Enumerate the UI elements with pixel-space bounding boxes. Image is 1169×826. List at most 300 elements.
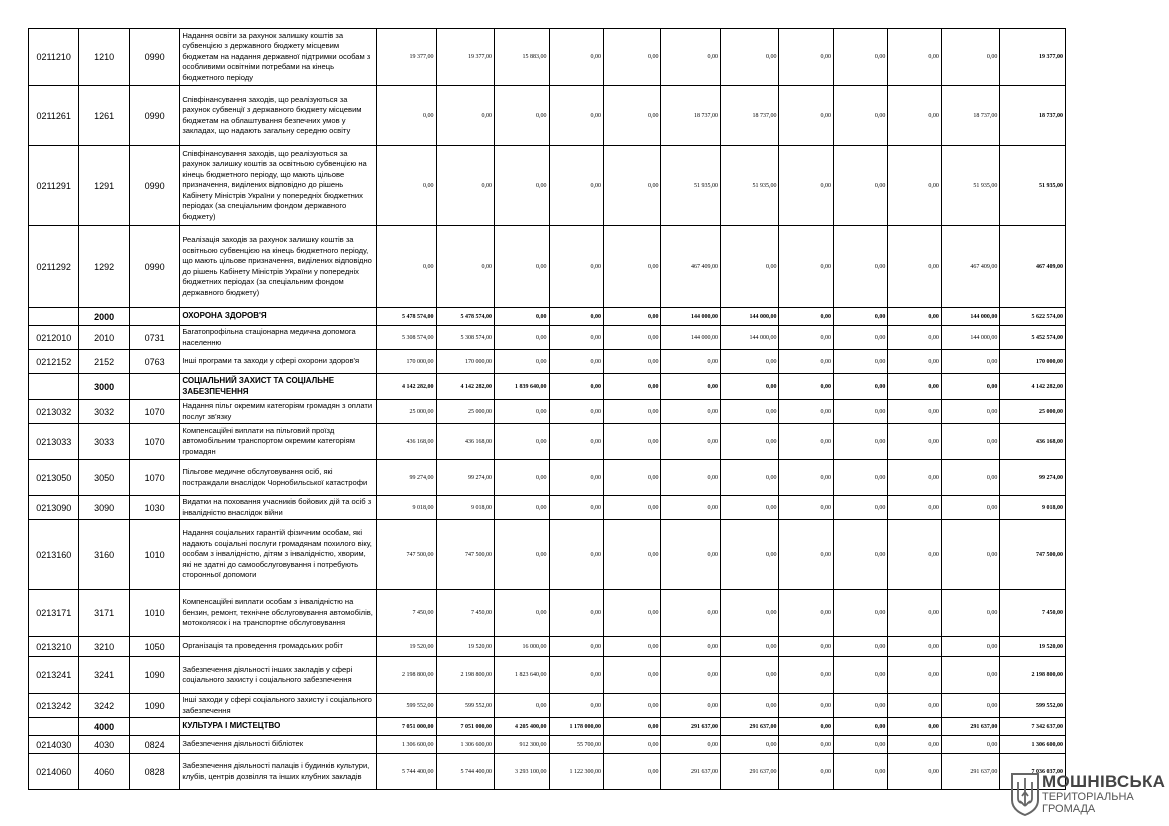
amount-cell: 0,00 (661, 694, 721, 718)
amount-cell: 0,00 (941, 520, 1000, 590)
amount-cell: 0,00 (779, 590, 833, 637)
table-row (29, 736, 1066, 754)
amount-cell: 170 000,00 (436, 350, 495, 374)
amount-cell: 0,00 (779, 308, 833, 326)
amount-cell: 0,00 (779, 736, 833, 754)
amount-cell: 18 737,00 (661, 86, 721, 146)
amount-cell: 7 051 000,00 (436, 718, 495, 736)
amount-cell: 1 178 000,00 (549, 718, 603, 736)
amount-cell: 0,00 (549, 694, 603, 718)
amount-cell: 55 700,00 (549, 736, 603, 754)
amount-cell: 0,00 (549, 424, 603, 460)
amount-cell: 0,00 (603, 29, 660, 86)
amount-cell: 0,00 (779, 226, 833, 308)
amount-cell: 0,00 (833, 736, 887, 754)
table-row (29, 590, 1066, 637)
kfk-code-cell: 2152 (79, 350, 129, 374)
kfk-code-cell: 3090 (79, 496, 129, 520)
amount-cell: 7 450,00 (436, 590, 495, 637)
amount-cell: 0,00 (779, 657, 833, 694)
amount-cell: 0,00 (779, 374, 833, 400)
total-amount-cell: 2 198 800,00 (1000, 657, 1066, 694)
amount-cell: 0,00 (661, 520, 721, 590)
function-code-cell (129, 718, 179, 736)
amount-cell: 0,00 (377, 146, 437, 226)
table-row (29, 29, 1066, 86)
amount-cell: 0,00 (603, 590, 660, 637)
amount-cell: 4 205 400,00 (495, 718, 549, 736)
amount-cell: 3 293 100,00 (495, 754, 549, 790)
amount-cell: 0,00 (549, 326, 603, 350)
amount-cell: 291 637,00 (661, 754, 721, 790)
amount-cell: 436 168,00 (436, 424, 495, 460)
amount-cell: 0,00 (549, 590, 603, 637)
amount-cell: 0,00 (603, 400, 660, 424)
amount-cell: 0,00 (779, 637, 833, 657)
amount-cell: 0,00 (720, 496, 779, 520)
amount-cell: 0,00 (549, 657, 603, 694)
amount-cell: 0,00 (720, 657, 779, 694)
total-amount-cell: 4 142 282,00 (1000, 374, 1066, 400)
kfk-code-cell: 3171 (79, 590, 129, 637)
table-row (29, 637, 1066, 657)
amount-cell: 2 198 800,00 (377, 657, 437, 694)
amount-cell: 5 478 574,00 (436, 308, 495, 326)
amount-cell: 599 552,00 (436, 694, 495, 718)
program-code-cell: 0214030 (29, 736, 79, 754)
amount-cell: 4 142 282,00 (436, 374, 495, 400)
amount-cell: 0,00 (495, 86, 549, 146)
total-amount-cell: 9 018,00 (1000, 496, 1066, 520)
kfk-code-cell: 1261 (79, 86, 129, 146)
program-code-cell: 0214060 (29, 754, 79, 790)
section-row (29, 308, 1066, 326)
function-code-cell: 1010 (129, 590, 179, 637)
description-cell: Надання освіти за рахунок залишку коштів за субвенцією з державного бюджету місцевим бюджетам на надання державної підтримки особам з особливими освітніми потребами на кінець бюджетного періоду (180, 29, 377, 86)
program-code-cell: 0213241 (29, 657, 79, 694)
amount-cell: 0,00 (779, 29, 833, 86)
description-cell: Реалізація заходів за рахунок залишку коштів за освітньою субвенцією на кінець бюджетного періоду, що мають цільове призначення, виділених відповідно до рішень Кабінету Міністрів України у попередніх бюджетних періодах (за спеціальним фондом державного бюджету) (180, 226, 377, 308)
table-row (29, 694, 1066, 718)
amount-cell: 1 306 600,00 (436, 736, 495, 754)
function-code-cell: 0990 (129, 146, 179, 226)
description-cell: Забезпечення діяльності інших закладів у сфері соціального захисту і соціального забезпечення (180, 657, 377, 694)
amount-cell: 0,00 (888, 29, 941, 86)
total-amount-cell: 7 342 637,00 (1000, 718, 1066, 736)
amount-cell: 0,00 (603, 754, 660, 790)
amount-cell: 0,00 (720, 590, 779, 637)
table-row (29, 146, 1066, 226)
amount-cell: 144 000,00 (941, 308, 1000, 326)
kfk-code-cell: 4060 (79, 754, 129, 790)
amount-cell: 0,00 (779, 718, 833, 736)
amount-cell: 0,00 (779, 496, 833, 520)
amount-cell: 0,00 (888, 226, 941, 308)
amount-cell: 0,00 (888, 86, 941, 146)
kfk-code-cell: 3241 (79, 657, 129, 694)
amount-cell: 0,00 (495, 308, 549, 326)
amount-cell: 0,00 (549, 374, 603, 400)
program-code-cell: 0213033 (29, 424, 79, 460)
amount-cell: 291 637,00 (941, 718, 1000, 736)
amount-cell: 0,00 (833, 637, 887, 657)
description-cell: Співфінансування заходів, що реалізуються за рахунок субвенції з державного бюджету місцевим бюджетам на облаштування безпечних умов у закладах, що надають загальну середню освіту (180, 86, 377, 146)
amount-cell: 0,00 (779, 460, 833, 496)
amount-cell: 0,00 (603, 657, 660, 694)
amount-cell: 0,00 (888, 694, 941, 718)
amount-cell: 0,00 (888, 326, 941, 350)
amount-cell: 0,00 (833, 374, 887, 400)
amount-cell: 0,00 (495, 520, 549, 590)
amount-cell: 0,00 (833, 754, 887, 790)
amount-cell: 19 520,00 (436, 637, 495, 657)
amount-cell: 1 122 300,00 (549, 754, 603, 790)
amount-cell: 912 300,00 (495, 736, 549, 754)
amount-cell: 2 198 800,00 (436, 657, 495, 694)
description-cell: Надання соціальних гарантій фізичним особам, які надають соціальні послуги громадянам похилого віку, особам з інвалідністю, дітям з інвалідністю, хворим, які не здатні до самообслуговування і потребують сторонньої допомоги (180, 520, 377, 590)
program-code-cell: 0213210 (29, 637, 79, 657)
amount-cell: 19 377,00 (436, 29, 495, 86)
amount-cell: 0,00 (779, 350, 833, 374)
amount-cell: 0,00 (720, 400, 779, 424)
amount-cell: 0,00 (436, 86, 495, 146)
total-amount-cell: 599 552,00 (1000, 694, 1066, 718)
kfk-code-cell: 3050 (79, 460, 129, 496)
amount-cell: 0,00 (549, 146, 603, 226)
program-code-cell: 0212152 (29, 350, 79, 374)
table-row (29, 460, 1066, 496)
amount-cell: 747 500,00 (377, 520, 437, 590)
amount-cell: 0,00 (603, 308, 660, 326)
amount-cell: 99 274,00 (377, 460, 437, 496)
program-code-cell: 0213032 (29, 400, 79, 424)
function-code-cell: 0763 (129, 350, 179, 374)
amount-cell: 18 737,00 (720, 86, 779, 146)
amount-cell: 0,00 (661, 400, 721, 424)
total-amount-cell: 467 409,00 (1000, 226, 1066, 308)
amount-cell: 0,00 (495, 350, 549, 374)
amount-cell: 0,00 (779, 694, 833, 718)
program-code-cell: 0212010 (29, 326, 79, 350)
total-amount-cell: 25 000,00 (1000, 400, 1066, 424)
program-code-cell (29, 718, 79, 736)
description-cell: Видатки на поховання учасників бойових дій та осіб з інвалідністю внаслідок війни (180, 496, 377, 520)
amount-cell: 467 409,00 (941, 226, 1000, 308)
amount-cell: 0,00 (941, 460, 1000, 496)
amount-cell: 0,00 (888, 350, 941, 374)
function-code-cell: 0824 (129, 736, 179, 754)
kfk-code-cell: 1292 (79, 226, 129, 308)
section-row (29, 718, 1066, 736)
amount-cell: 0,00 (661, 350, 721, 374)
kfk-code-cell: 3033 (79, 424, 129, 460)
amount-cell: 436 168,00 (377, 424, 437, 460)
amount-cell: 0,00 (888, 754, 941, 790)
amount-cell: 51 935,00 (720, 146, 779, 226)
amount-cell: 0,00 (779, 754, 833, 790)
program-code-cell: 0213242 (29, 694, 79, 718)
amount-cell: 0,00 (603, 496, 660, 520)
amount-cell: 0,00 (720, 424, 779, 460)
amount-cell: 0,00 (495, 590, 549, 637)
amount-cell: 0,00 (833, 326, 887, 350)
program-code-cell: 0211210 (29, 29, 79, 86)
amount-cell: 0,00 (603, 86, 660, 146)
amount-cell: 144 000,00 (941, 326, 1000, 350)
amount-cell: 0,00 (603, 637, 660, 657)
amount-cell: 5 308 574,00 (436, 326, 495, 350)
amount-cell: 0,00 (495, 694, 549, 718)
community-watermark (1010, 772, 1166, 818)
function-code-cell: 1090 (129, 694, 179, 718)
amount-cell: 0,00 (833, 424, 887, 460)
amount-cell: 0,00 (941, 400, 1000, 424)
amount-cell: 0,00 (888, 400, 941, 424)
function-code-cell: 0828 (129, 754, 179, 790)
amount-cell: 25 000,00 (436, 400, 495, 424)
description-cell: Інші програми та заходи у сфері охорони здоров'я (180, 350, 377, 374)
total-amount-cell: 51 935,00 (1000, 146, 1066, 226)
amount-cell: 0,00 (833, 520, 887, 590)
amount-cell: 0,00 (603, 718, 660, 736)
kfk-code-cell: 2000 (79, 308, 129, 326)
amount-cell: 0,00 (377, 226, 437, 308)
amount-cell: 0,00 (603, 520, 660, 590)
amount-cell: 4 142 282,00 (377, 374, 437, 400)
amount-cell: 0,00 (941, 657, 1000, 694)
amount-cell: 599 552,00 (377, 694, 437, 718)
amount-cell: 0,00 (720, 520, 779, 590)
description-cell: Організація та проведення громадських робіт (180, 637, 377, 657)
table-row (29, 424, 1066, 460)
amount-cell: 0,00 (661, 657, 721, 694)
amount-cell: 0,00 (436, 146, 495, 226)
amount-cell: 144 000,00 (720, 308, 779, 326)
amount-cell: 0,00 (779, 86, 833, 146)
amount-cell: 0,00 (888, 590, 941, 637)
function-code-cell: 0731 (129, 326, 179, 350)
amount-cell: 0,00 (720, 29, 779, 86)
program-code-cell: 0211291 (29, 146, 79, 226)
amount-cell: 25 000,00 (377, 400, 437, 424)
table-row (29, 754, 1066, 790)
amount-cell: 0,00 (833, 308, 887, 326)
amount-cell: 0,00 (720, 637, 779, 657)
watermark-line-3: ГРОМАДА (1042, 803, 1096, 815)
description-cell: Компенсаційні виплати на пільговий проїзд автомобільним транспортом окремим категоріям громадян (180, 424, 377, 460)
amount-cell: 1 306 600,00 (377, 736, 437, 754)
amount-cell: 291 637,00 (941, 754, 1000, 790)
total-amount-cell: 99 274,00 (1000, 460, 1066, 496)
amount-cell: 0,00 (495, 146, 549, 226)
amount-cell: 0,00 (549, 226, 603, 308)
amount-cell: 0,00 (833, 146, 887, 226)
function-code-cell (129, 308, 179, 326)
amount-cell: 0,00 (888, 718, 941, 736)
description-cell: ОХОРОНА ЗДОРОВ'Я (180, 308, 377, 326)
amount-cell: 0,00 (888, 374, 941, 400)
kfk-code-cell: 3242 (79, 694, 129, 718)
amount-cell: 0,00 (833, 496, 887, 520)
amount-cell: 170 000,00 (377, 350, 437, 374)
table-row (29, 520, 1066, 590)
amount-cell: 15 883,00 (495, 29, 549, 86)
total-amount-cell: 7 036 037,00 (1000, 754, 1066, 790)
total-amount-cell: 5 622 574,00 (1000, 308, 1066, 326)
amount-cell: 0,00 (549, 637, 603, 657)
amount-cell: 0,00 (720, 736, 779, 754)
description-cell: Надання пільг окремим категоріям громадян з оплати послуг зв'язку (180, 400, 377, 424)
total-amount-cell: 436 168,00 (1000, 424, 1066, 460)
amount-cell: 144 000,00 (720, 326, 779, 350)
program-code-cell: 0211292 (29, 226, 79, 308)
kfk-code-cell: 2010 (79, 326, 129, 350)
function-code-cell: 1010 (129, 520, 179, 590)
amount-cell: 0,00 (941, 694, 1000, 718)
kfk-code-cell: 1291 (79, 146, 129, 226)
amount-cell: 0,00 (495, 460, 549, 496)
kfk-code-cell: 4030 (79, 736, 129, 754)
kfk-code-cell: 1210 (79, 29, 129, 86)
amount-cell: 0,00 (495, 496, 549, 520)
amount-cell: 19 520,00 (377, 637, 437, 657)
amount-cell: 291 637,00 (720, 718, 779, 736)
trident-emblem-icon (1010, 772, 1040, 816)
amount-cell: 7 450,00 (377, 590, 437, 637)
amount-cell: 1 839 640,00 (495, 374, 549, 400)
description-cell: Забезпечення діяльності бібліотек (180, 736, 377, 754)
amount-cell: 0,00 (779, 326, 833, 350)
total-amount-cell: 1 306 600,00 (1000, 736, 1066, 754)
amount-cell: 0,00 (833, 226, 887, 308)
program-code-cell: 0213050 (29, 460, 79, 496)
amount-cell: 0,00 (941, 424, 1000, 460)
amount-cell: 0,00 (833, 694, 887, 718)
amount-cell: 0,00 (495, 226, 549, 308)
amount-cell: 0,00 (779, 146, 833, 226)
total-amount-cell: 19 377,00 (1000, 29, 1066, 86)
program-code-cell: 0213171 (29, 590, 79, 637)
table-row (29, 326, 1066, 350)
amount-cell: 0,00 (495, 400, 549, 424)
amount-cell: 0,00 (941, 637, 1000, 657)
function-code-cell: 1050 (129, 637, 179, 657)
amount-cell: 0,00 (833, 400, 887, 424)
amount-cell: 99 274,00 (436, 460, 495, 496)
amount-cell: 0,00 (377, 86, 437, 146)
table-row (29, 496, 1066, 520)
amount-cell: 0,00 (495, 326, 549, 350)
amount-cell: 0,00 (941, 496, 1000, 520)
amount-cell: 0,00 (833, 29, 887, 86)
function-code-cell: 0990 (129, 86, 179, 146)
amount-cell: 0,00 (661, 590, 721, 637)
amount-cell: 0,00 (603, 424, 660, 460)
amount-cell: 0,00 (888, 424, 941, 460)
amount-cell: 0,00 (941, 350, 1000, 374)
amount-cell: 0,00 (888, 657, 941, 694)
amount-cell: 747 500,00 (436, 520, 495, 590)
amount-cell: 0,00 (888, 496, 941, 520)
amount-cell: 0,00 (661, 374, 721, 400)
amount-cell: 0,00 (549, 460, 603, 496)
kfk-code-cell: 3160 (79, 520, 129, 590)
description-cell: Компенсаційні виплати особам з інвалідністю на бензин, ремонт, технічне обслуговування автомобілів, мотоколясок і на транспортне обслуговування (180, 590, 377, 637)
amount-cell: 9 018,00 (377, 496, 437, 520)
total-amount-cell: 5 452 574,00 (1000, 326, 1066, 350)
function-code-cell: 1070 (129, 424, 179, 460)
amount-cell: 0,00 (603, 326, 660, 350)
function-code-cell: 0990 (129, 226, 179, 308)
kfk-code-cell: 4000 (79, 718, 129, 736)
amount-cell: 18 737,00 (941, 86, 1000, 146)
amount-cell: 0,00 (833, 590, 887, 637)
amount-cell: 0,00 (603, 736, 660, 754)
function-code-cell: 1030 (129, 496, 179, 520)
total-amount-cell: 19 520,00 (1000, 637, 1066, 657)
amount-cell: 0,00 (661, 29, 721, 86)
amount-cell: 0,00 (779, 520, 833, 590)
amount-cell: 0,00 (833, 350, 887, 374)
function-code-cell: 1070 (129, 460, 179, 496)
amount-cell: 16 000,00 (495, 637, 549, 657)
total-amount-cell: 7 450,00 (1000, 590, 1066, 637)
amount-cell: 9 018,00 (436, 496, 495, 520)
amount-cell: 0,00 (779, 424, 833, 460)
amount-cell: 0,00 (779, 400, 833, 424)
amount-cell: 5 744 400,00 (377, 754, 437, 790)
amount-cell: 51 935,00 (661, 146, 721, 226)
amount-cell: 0,00 (888, 520, 941, 590)
table-row (29, 86, 1066, 146)
program-code-cell (29, 374, 79, 400)
amount-cell: 0,00 (888, 637, 941, 657)
watermark-line-1: МОШНІВСЬКА (1042, 772, 1166, 791)
function-code-cell: 0990 (129, 29, 179, 86)
amount-cell: 5 478 574,00 (377, 308, 437, 326)
amount-cell: 0,00 (941, 29, 1000, 86)
amount-cell: 291 637,00 (720, 754, 779, 790)
function-code-cell (129, 374, 179, 400)
description-cell: Пільгове медичне обслуговування осіб, які постраждали внаслідок Чорнобильської катастрофи (180, 460, 377, 496)
description-cell: Багатопрофільна стаціонарна медична допомога населенню (180, 326, 377, 350)
amount-cell: 0,00 (661, 637, 721, 657)
table-row (29, 350, 1066, 374)
amount-cell: 0,00 (436, 226, 495, 308)
amount-cell: 0,00 (888, 146, 941, 226)
kfk-code-cell: 3000 (79, 374, 129, 400)
description-cell: Забезпечення діяльності палаців i будинків культури, клубів, центрів дозвілля та iнших клубних закладів (180, 754, 377, 790)
amount-cell: 144 000,00 (661, 308, 721, 326)
amount-cell: 144 000,00 (661, 326, 721, 350)
amount-cell: 0,00 (888, 460, 941, 496)
amount-cell: 0,00 (941, 590, 1000, 637)
budget-table-body (29, 29, 1066, 790)
amount-cell: 0,00 (603, 374, 660, 400)
amount-cell: 291 637,00 (661, 718, 721, 736)
amount-cell: 0,00 (833, 718, 887, 736)
total-amount-cell: 747 500,00 (1000, 520, 1066, 590)
amount-cell: 1 823 640,00 (495, 657, 549, 694)
amount-cell: 51 935,00 (941, 146, 1000, 226)
total-amount-cell: 170 000,00 (1000, 350, 1066, 374)
amount-cell: 0,00 (661, 424, 721, 460)
amount-cell: 0,00 (833, 460, 887, 496)
kfk-code-cell: 3210 (79, 637, 129, 657)
amount-cell: 5 308 574,00 (377, 326, 437, 350)
amount-cell: 0,00 (549, 29, 603, 86)
amount-cell: 0,00 (549, 520, 603, 590)
